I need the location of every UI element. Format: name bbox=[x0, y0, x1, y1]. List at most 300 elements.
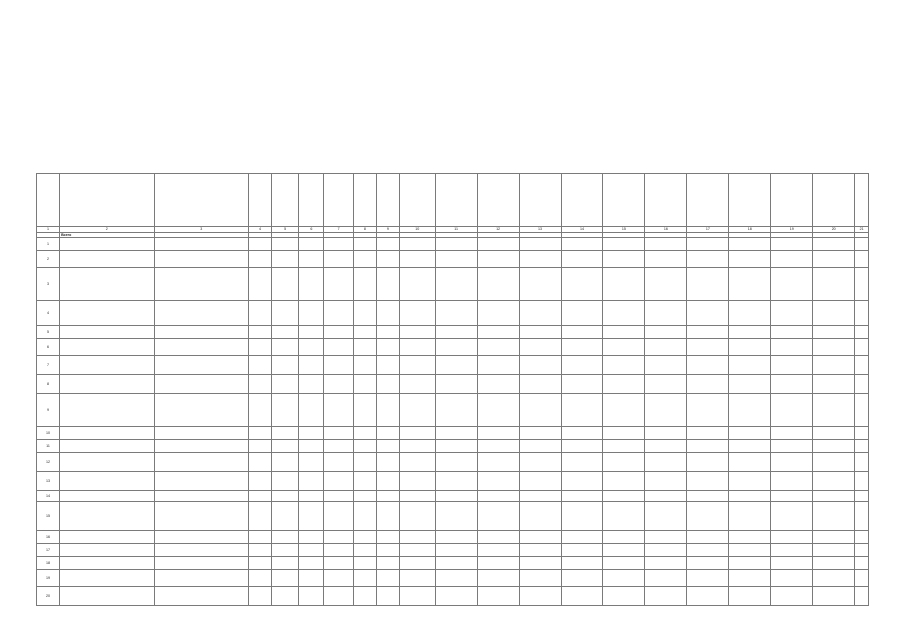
header-cell bbox=[645, 174, 687, 227]
table-cell bbox=[603, 587, 645, 606]
table-cell bbox=[299, 326, 324, 339]
table-cell bbox=[324, 502, 353, 531]
table-cell bbox=[154, 502, 248, 531]
table-cell bbox=[435, 531, 477, 544]
table-cell bbox=[855, 440, 869, 453]
table-cell bbox=[376, 339, 399, 356]
table-cell bbox=[299, 427, 324, 440]
table-cell bbox=[154, 339, 248, 356]
table-cell bbox=[60, 427, 154, 440]
row-number: 6 bbox=[37, 339, 60, 356]
table-cell bbox=[519, 427, 561, 440]
table-cell bbox=[519, 326, 561, 339]
table-cell bbox=[299, 375, 324, 394]
table-cell bbox=[60, 587, 154, 606]
table-cell bbox=[353, 356, 376, 375]
table-cell bbox=[353, 531, 376, 544]
table-cell bbox=[519, 587, 561, 606]
table-cell bbox=[299, 251, 324, 268]
table-cell bbox=[299, 544, 324, 557]
table-cell bbox=[603, 491, 645, 502]
table-cell bbox=[813, 472, 855, 491]
table-cell bbox=[603, 238, 645, 251]
table-cell bbox=[519, 570, 561, 587]
row-number: 3 bbox=[37, 268, 60, 301]
table-cell bbox=[771, 472, 813, 491]
table-cell bbox=[324, 427, 353, 440]
table-cell bbox=[813, 440, 855, 453]
header-cell bbox=[37, 174, 60, 227]
table-cell bbox=[248, 440, 271, 453]
table-cell bbox=[477, 440, 519, 453]
table-cell bbox=[561, 427, 603, 440]
table-cell bbox=[299, 440, 324, 453]
column-number: 10 bbox=[399, 227, 435, 232]
table-cell bbox=[813, 502, 855, 531]
table-cell bbox=[399, 557, 435, 570]
table-cell bbox=[248, 502, 271, 531]
table-cell bbox=[477, 453, 519, 472]
table-cell bbox=[435, 326, 477, 339]
table-cell bbox=[60, 268, 154, 301]
table-cell bbox=[519, 453, 561, 472]
table-cell bbox=[353, 301, 376, 326]
table-cell bbox=[299, 570, 324, 587]
table-cell bbox=[353, 453, 376, 472]
table-cell bbox=[603, 356, 645, 375]
table-cell bbox=[376, 251, 399, 268]
table-cell bbox=[855, 570, 869, 587]
table-cell bbox=[376, 440, 399, 453]
header-cell bbox=[272, 174, 299, 227]
table-cell bbox=[645, 544, 687, 557]
table-cell bbox=[353, 440, 376, 453]
column-number: 7 bbox=[324, 227, 353, 232]
table-cell bbox=[813, 587, 855, 606]
table-cell bbox=[60, 301, 154, 326]
table-cell bbox=[248, 453, 271, 472]
table-cell bbox=[519, 268, 561, 301]
table-cell bbox=[645, 268, 687, 301]
table-cell bbox=[813, 453, 855, 472]
table-cell bbox=[60, 440, 154, 453]
table-cell bbox=[154, 440, 248, 453]
table-cell bbox=[855, 587, 869, 606]
table-cell bbox=[771, 356, 813, 375]
header-cell bbox=[519, 174, 561, 227]
table-cell bbox=[324, 472, 353, 491]
table-cell bbox=[687, 326, 729, 339]
table-row bbox=[37, 587, 869, 606]
table-cell bbox=[154, 375, 248, 394]
table-cell bbox=[561, 570, 603, 587]
table-cell bbox=[353, 491, 376, 502]
table-cell bbox=[813, 301, 855, 326]
table-cell bbox=[477, 326, 519, 339]
table-row bbox=[37, 531, 869, 544]
table-cell bbox=[603, 453, 645, 472]
table-cell bbox=[855, 251, 869, 268]
table-cell bbox=[687, 394, 729, 427]
table-cell bbox=[813, 544, 855, 557]
table-cell bbox=[435, 251, 477, 268]
table-row bbox=[37, 472, 869, 491]
header-cell bbox=[561, 174, 603, 227]
table-cell bbox=[272, 268, 299, 301]
table-cell bbox=[399, 427, 435, 440]
table-cell bbox=[154, 544, 248, 557]
header-cell bbox=[729, 174, 771, 227]
table-cell bbox=[272, 502, 299, 531]
table-cell bbox=[272, 251, 299, 268]
column-number: 9 bbox=[376, 227, 399, 232]
table-cell bbox=[813, 570, 855, 587]
table-cell bbox=[299, 301, 324, 326]
table-cell bbox=[603, 531, 645, 544]
column-number: 13 bbox=[519, 227, 561, 232]
table-cell bbox=[154, 557, 248, 570]
table-cell bbox=[687, 427, 729, 440]
table-cell bbox=[376, 502, 399, 531]
table-cell bbox=[376, 326, 399, 339]
table-cell bbox=[813, 238, 855, 251]
table-cell bbox=[855, 356, 869, 375]
table-cell bbox=[299, 557, 324, 570]
table-cell bbox=[324, 375, 353, 394]
table-cell bbox=[477, 491, 519, 502]
table-cell bbox=[353, 251, 376, 268]
header-cell bbox=[60, 174, 154, 227]
table-cell bbox=[519, 339, 561, 356]
table-cell bbox=[477, 472, 519, 491]
table-cell bbox=[154, 587, 248, 606]
table-cell bbox=[687, 251, 729, 268]
table-cell bbox=[813, 427, 855, 440]
table-cell bbox=[60, 491, 154, 502]
table-cell bbox=[272, 472, 299, 491]
table-cell bbox=[771, 557, 813, 570]
table-cell bbox=[353, 472, 376, 491]
table-cell bbox=[376, 375, 399, 394]
column-number: 1 bbox=[37, 227, 60, 232]
table-cell bbox=[477, 427, 519, 440]
table-cell bbox=[60, 472, 154, 491]
table-cell bbox=[435, 440, 477, 453]
table-cell bbox=[399, 440, 435, 453]
table-cell bbox=[729, 587, 771, 606]
table-cell bbox=[60, 453, 154, 472]
table-cell bbox=[60, 375, 154, 394]
table-cell bbox=[154, 394, 248, 427]
table-cell bbox=[603, 268, 645, 301]
table-cell bbox=[435, 339, 477, 356]
table-cell bbox=[519, 544, 561, 557]
table-cell bbox=[813, 491, 855, 502]
table-cell bbox=[519, 472, 561, 491]
table-cell bbox=[855, 531, 869, 544]
header-cell bbox=[771, 174, 813, 227]
table-row bbox=[37, 251, 869, 268]
table-cell bbox=[603, 570, 645, 587]
table-cell bbox=[645, 251, 687, 268]
table-cell bbox=[60, 326, 154, 339]
table-cell bbox=[399, 339, 435, 356]
table-cell bbox=[855, 339, 869, 356]
approval-block bbox=[625, 56, 815, 99]
table-cell bbox=[353, 339, 376, 356]
approval-line bbox=[625, 94, 815, 99]
table-cell bbox=[477, 268, 519, 301]
table-cell bbox=[561, 326, 603, 339]
table-cell bbox=[353, 544, 376, 557]
table-cell bbox=[248, 491, 271, 502]
table-cell bbox=[272, 557, 299, 570]
table-cell bbox=[399, 301, 435, 326]
document-title bbox=[36, 100, 869, 117]
table-cell bbox=[399, 268, 435, 301]
table-cell bbox=[645, 557, 687, 570]
table-cell bbox=[248, 587, 271, 606]
table-cell bbox=[771, 440, 813, 453]
table-cell bbox=[324, 531, 353, 544]
table-cell bbox=[813, 326, 855, 339]
table-cell bbox=[687, 502, 729, 531]
table-cell bbox=[771, 491, 813, 502]
table-cell bbox=[645, 570, 687, 587]
table-cell bbox=[519, 531, 561, 544]
table-cell bbox=[519, 301, 561, 326]
table-cell bbox=[272, 238, 299, 251]
table-cell bbox=[855, 326, 869, 339]
table-cell bbox=[729, 531, 771, 544]
table-cell bbox=[248, 531, 271, 544]
table-cell bbox=[855, 427, 869, 440]
column-number: 8 bbox=[353, 227, 376, 232]
table-cell bbox=[60, 557, 154, 570]
table-cell bbox=[299, 339, 324, 356]
table-cell bbox=[376, 544, 399, 557]
column-number: 3 bbox=[154, 227, 248, 232]
table-row bbox=[37, 356, 869, 375]
table-cell bbox=[376, 301, 399, 326]
table-cell bbox=[519, 491, 561, 502]
table-cell bbox=[561, 491, 603, 502]
table-cell bbox=[248, 238, 271, 251]
table-cell bbox=[645, 238, 687, 251]
table-cell bbox=[435, 544, 477, 557]
table-cell bbox=[399, 544, 435, 557]
table-cell bbox=[477, 339, 519, 356]
data-table bbox=[36, 173, 869, 606]
header-cell bbox=[687, 174, 729, 227]
table-cell bbox=[561, 557, 603, 570]
table-cell bbox=[771, 531, 813, 544]
table-cell bbox=[399, 502, 435, 531]
table-cell bbox=[729, 268, 771, 301]
table-cell bbox=[399, 491, 435, 502]
table-cell bbox=[855, 394, 869, 427]
column-number: 6 bbox=[299, 227, 324, 232]
table-cell bbox=[603, 375, 645, 394]
table-cell bbox=[60, 502, 154, 531]
table-cell bbox=[729, 557, 771, 570]
table-cell bbox=[477, 557, 519, 570]
table-cell bbox=[603, 544, 645, 557]
table-cell bbox=[645, 453, 687, 472]
table-cell bbox=[519, 251, 561, 268]
table-cell bbox=[376, 531, 399, 544]
table-cell bbox=[60, 238, 154, 251]
column-number: 15 bbox=[603, 227, 645, 232]
table-cell bbox=[729, 375, 771, 394]
table-cell bbox=[855, 375, 869, 394]
row-number: 16 bbox=[37, 531, 60, 544]
table-cell bbox=[272, 544, 299, 557]
table-cell bbox=[154, 453, 248, 472]
table-cell bbox=[519, 557, 561, 570]
table-cell bbox=[687, 570, 729, 587]
table-cell bbox=[687, 557, 729, 570]
table-cell bbox=[435, 394, 477, 427]
table-cell bbox=[561, 375, 603, 394]
table-cell bbox=[477, 502, 519, 531]
table-cell bbox=[771, 453, 813, 472]
table-cell bbox=[324, 251, 353, 268]
table-cell bbox=[376, 557, 399, 570]
table-cell bbox=[353, 502, 376, 531]
table-cell bbox=[477, 375, 519, 394]
table-cell bbox=[435, 587, 477, 606]
table-cell bbox=[477, 356, 519, 375]
table-cell bbox=[435, 491, 477, 502]
table-cell bbox=[248, 339, 271, 356]
table-cell bbox=[399, 587, 435, 606]
table-cell bbox=[561, 587, 603, 606]
table-row bbox=[37, 427, 869, 440]
table-row bbox=[37, 570, 869, 587]
units-note bbox=[36, 167, 869, 172]
table-cell bbox=[561, 268, 603, 301]
table-cell bbox=[519, 238, 561, 251]
table-cell bbox=[561, 394, 603, 427]
header-cell bbox=[399, 174, 435, 227]
table-cell bbox=[154, 491, 248, 502]
table-cell bbox=[60, 356, 154, 375]
table-cell bbox=[60, 544, 154, 557]
table-cell bbox=[154, 356, 248, 375]
table-cell bbox=[603, 502, 645, 531]
table-cell bbox=[771, 570, 813, 587]
table-cell bbox=[855, 453, 869, 472]
table-cell bbox=[855, 268, 869, 301]
table-cell bbox=[603, 472, 645, 491]
table-cell bbox=[603, 557, 645, 570]
table-cell bbox=[154, 326, 248, 339]
table-row bbox=[37, 557, 869, 570]
table-cell bbox=[519, 440, 561, 453]
table-cell bbox=[771, 544, 813, 557]
table-cell bbox=[561, 238, 603, 251]
table-cell bbox=[376, 268, 399, 301]
table-cell bbox=[248, 394, 271, 427]
row-number: 10 bbox=[37, 427, 60, 440]
row-number: 13 bbox=[37, 472, 60, 491]
table-cell bbox=[272, 356, 299, 375]
table-cell bbox=[299, 502, 324, 531]
table-cell bbox=[324, 440, 353, 453]
table-cell bbox=[324, 238, 353, 251]
table-cell bbox=[272, 326, 299, 339]
table-cell bbox=[729, 453, 771, 472]
table-row bbox=[37, 491, 869, 502]
table-cell bbox=[435, 502, 477, 531]
table-cell bbox=[60, 339, 154, 356]
table-cell bbox=[687, 491, 729, 502]
row-number: 15 bbox=[37, 502, 60, 531]
table-cell bbox=[154, 531, 248, 544]
table-cell bbox=[687, 544, 729, 557]
table-cell bbox=[248, 356, 271, 375]
header-cell bbox=[324, 174, 353, 227]
table-cell bbox=[729, 326, 771, 339]
header-cell bbox=[353, 174, 376, 227]
table-cell bbox=[248, 268, 271, 301]
table-cell bbox=[855, 238, 869, 251]
table-cell bbox=[687, 268, 729, 301]
table-row bbox=[37, 502, 869, 531]
table-cell bbox=[353, 268, 376, 301]
column-number: 5 bbox=[272, 227, 299, 232]
table-cell bbox=[477, 301, 519, 326]
column-number: 14 bbox=[561, 227, 603, 232]
table-cell bbox=[435, 356, 477, 375]
table-cell bbox=[299, 268, 324, 301]
header-cell bbox=[435, 174, 477, 227]
column-number: 17 bbox=[687, 227, 729, 232]
header-cell bbox=[813, 174, 855, 227]
table-cell bbox=[771, 268, 813, 301]
table-cell bbox=[813, 557, 855, 570]
table-cell bbox=[272, 531, 299, 544]
table-cell bbox=[324, 394, 353, 427]
table-cell bbox=[435, 570, 477, 587]
table-cell bbox=[299, 472, 324, 491]
table-cell bbox=[771, 301, 813, 326]
table-cell bbox=[435, 238, 477, 251]
table-cell bbox=[687, 587, 729, 606]
table-cell bbox=[272, 301, 299, 326]
row-number: 4 bbox=[37, 301, 60, 326]
table-cell bbox=[399, 356, 435, 375]
table-cell bbox=[645, 356, 687, 375]
table-cell bbox=[399, 472, 435, 491]
table-cell bbox=[603, 251, 645, 268]
table-cell bbox=[561, 453, 603, 472]
table-cell bbox=[248, 557, 271, 570]
table-cell bbox=[729, 491, 771, 502]
header-cell bbox=[299, 174, 324, 227]
table-cell bbox=[729, 356, 771, 375]
table-cell bbox=[299, 531, 324, 544]
column-number: 20 bbox=[813, 227, 855, 232]
table-cell bbox=[603, 326, 645, 339]
table-cell bbox=[561, 531, 603, 544]
table-cell bbox=[687, 440, 729, 453]
table-cell bbox=[687, 238, 729, 251]
table-cell bbox=[376, 570, 399, 587]
table-cell bbox=[353, 238, 376, 251]
table-cell bbox=[645, 375, 687, 394]
